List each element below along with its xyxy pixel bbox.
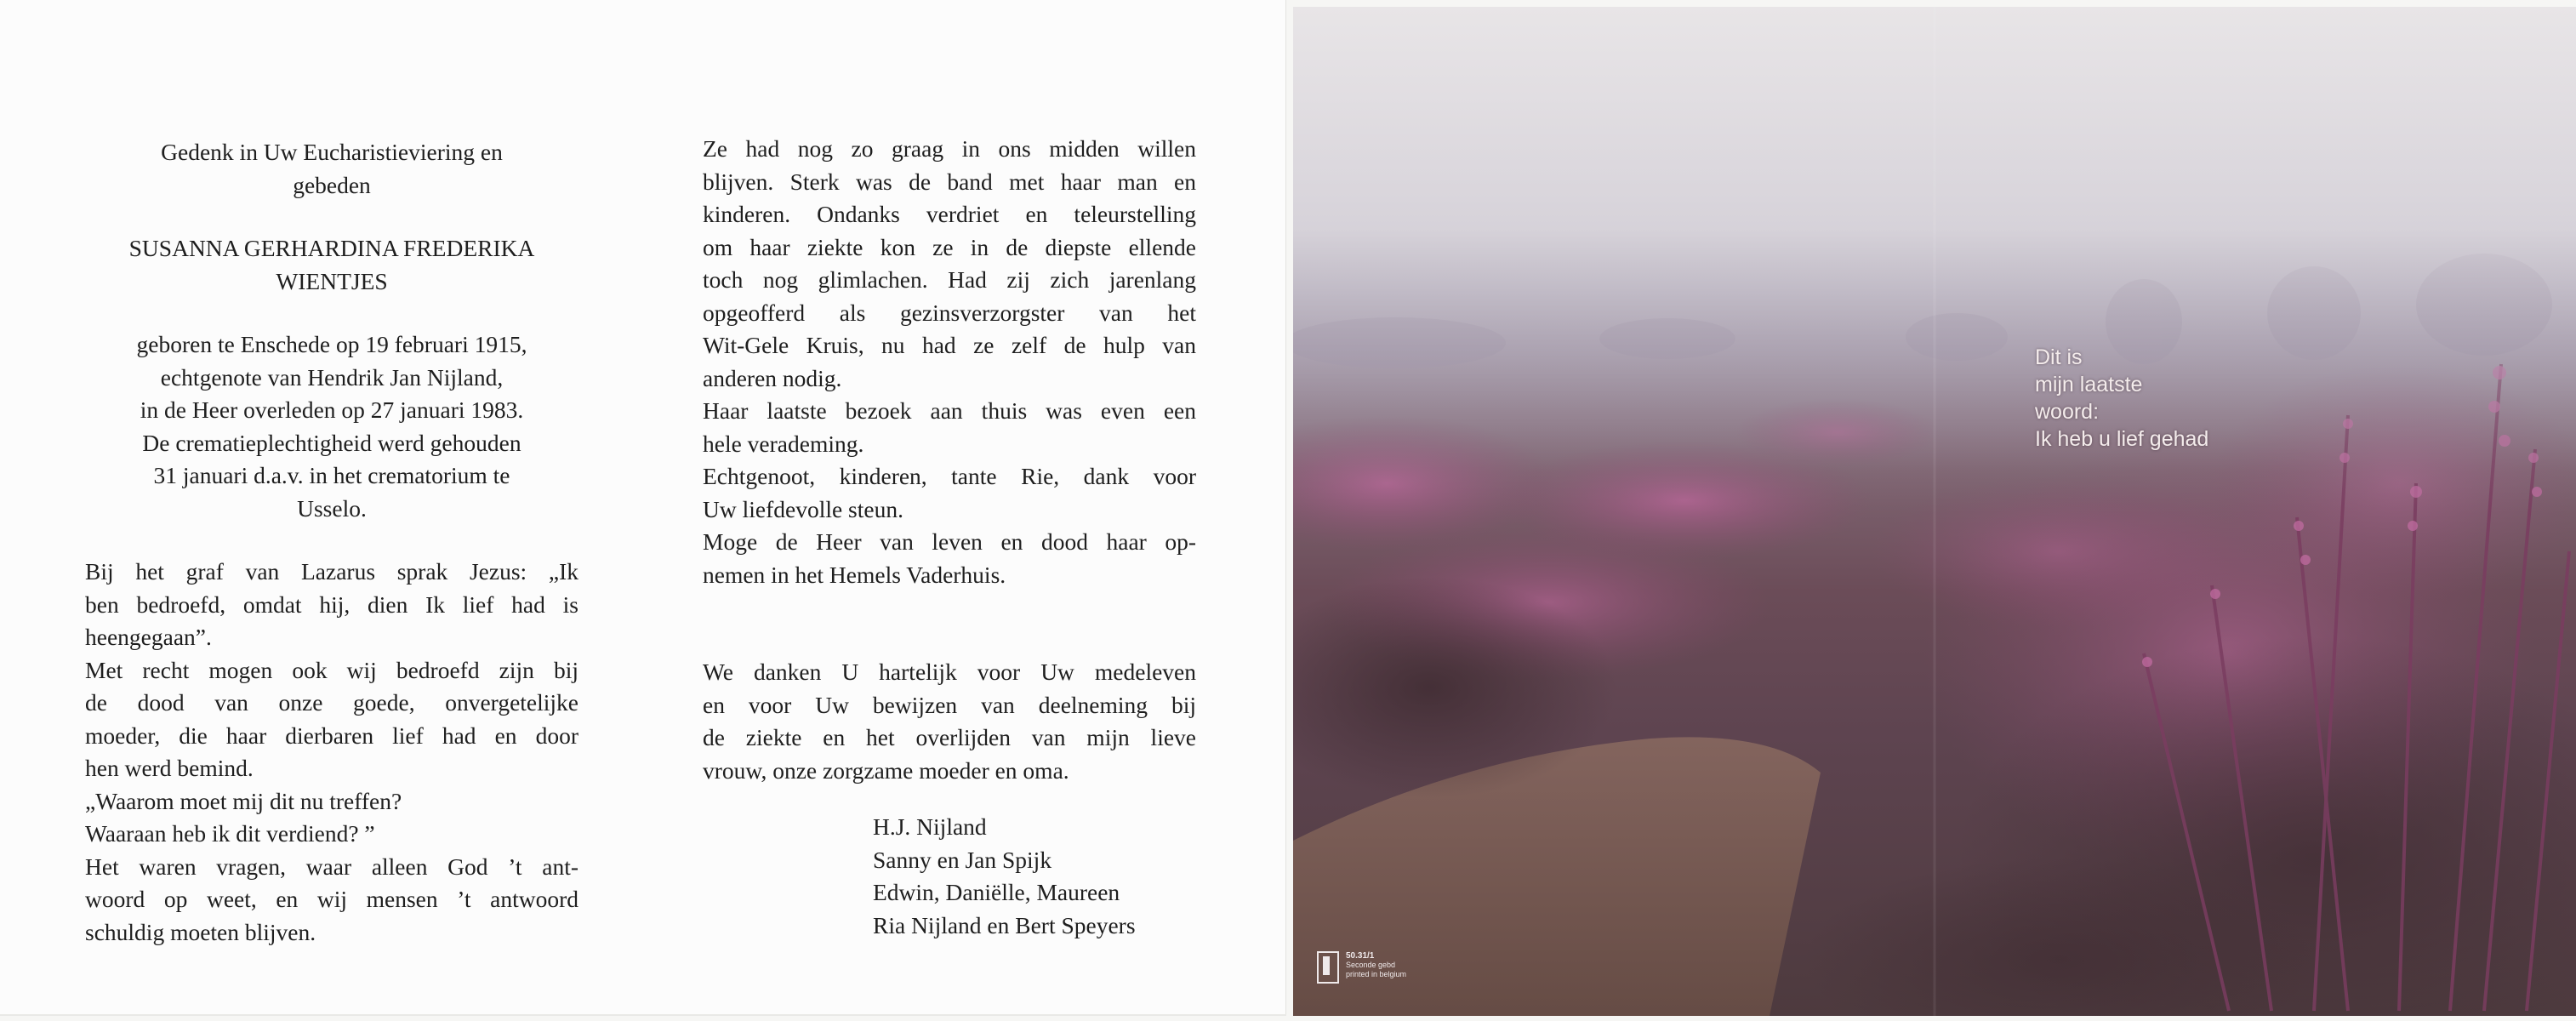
thanks-text xyxy=(703,656,1196,787)
reflection-line: hen werd bemind. xyxy=(85,755,254,781)
reflection-line: Met recht mogen ook wij bedroefd zijn bij xyxy=(85,656,578,683)
details-line: Usselo. xyxy=(297,494,367,522)
thanks-line: vrouw, onze zorgzame moeder en oma. xyxy=(703,756,1069,784)
memories-line: Ze had nog zo graag in ons midden willen xyxy=(703,135,1196,162)
signature-line: Ria Nijland en Bert Speyers xyxy=(873,911,1136,938)
reflection-line: woord op weet, en wij mensen ’t antwoord xyxy=(85,886,578,912)
cover-verse xyxy=(2035,344,2208,453)
heather-landscape-illustration xyxy=(1293,7,2576,1016)
publisher-imprint xyxy=(1317,951,1406,984)
details-line: in de Heer overleden op 27 januari 1983. xyxy=(140,396,524,423)
publisher-logo-icon xyxy=(1317,951,1339,984)
reflection-line: heengegaan”. xyxy=(85,624,212,650)
reflection-line: Bij het graf van Lazarus sprak Jezus: „Ik xyxy=(85,558,578,585)
memories-line: Wit-Gele Kruis, nu had ze zelf de hulp van xyxy=(703,332,1196,358)
signature-line: H.J. Nijland xyxy=(873,813,987,840)
intro xyxy=(85,136,578,202)
memorial-card-inner-pages xyxy=(0,0,1286,1014)
memories-line: blijven. Sterk was de band met haar man en xyxy=(703,168,1196,195)
verse-line: woord: xyxy=(2035,400,2100,424)
memories-line: Uw liefdevolle steun. xyxy=(703,495,903,522)
signatures xyxy=(873,811,1196,942)
reflection-line: de dood van onze goede, onvergetelijke xyxy=(85,689,578,716)
memories-line: kinderen. Ondanks verdriet en teleurstelling xyxy=(703,201,1196,227)
memories-line: opgeofferd als gezinsverzorgster van het xyxy=(703,299,1196,326)
imprint-line: Seconde gebd xyxy=(1346,961,1396,969)
memories-line: Echtgenoot, kinderen, tante Rie, dank voor xyxy=(703,463,1196,489)
details-line: echtgenote van Hendrik Jan Nijland, xyxy=(160,363,504,391)
reflection-line: ben bedroefd, omdat hij, dien Ik lief had is xyxy=(85,590,578,618)
memories-line: Moge de Heer van leven en dood haar op- xyxy=(703,528,1196,555)
details-line: De crematieplechtigheid werd gehouden xyxy=(142,429,521,456)
reflection-line: schuldig moeten blijven. xyxy=(85,918,316,945)
memories-line: toch nog glimlachen. Had zij zich jarenlang xyxy=(703,266,1196,293)
name-line: SUSANNA GERHARDINA FREDERIKA xyxy=(128,235,535,261)
intro-line: Gedenk in Uw Eucharistieviering en xyxy=(161,139,503,165)
imprint-code: 50.31/1 xyxy=(1346,951,1375,961)
details-line: 31 januari d.a.v. in het crematorium te xyxy=(153,462,510,488)
imprint-line: printed in belgium xyxy=(1346,970,1407,978)
memories-text xyxy=(703,133,1196,591)
life-details xyxy=(85,328,578,525)
memories-line: nemen in het Hemels Vaderhuis. xyxy=(703,561,1006,588)
signature-line: Edwin, Daniëlle, Maureen xyxy=(873,879,1120,905)
reflection-line: moeder, die haar dierbaren lief had en door xyxy=(85,722,578,749)
verse-line: Dit is xyxy=(2035,345,2083,369)
cover-photo-heather-landscape xyxy=(1293,7,2576,1016)
left-page xyxy=(85,136,578,949)
thanks-line: en voor Uw bewijzen van deelneming bij xyxy=(703,691,1196,718)
thanks-line: We danken U hartelijk voor Uw medeleven xyxy=(703,659,1196,685)
memories-line: hele verademing. xyxy=(703,430,864,457)
memories-line: Haar laatste bezoek aan thuis was even een xyxy=(703,397,1196,424)
signature-line: Sanny en Jan Spijk xyxy=(873,846,1052,873)
reflection-text xyxy=(85,556,578,949)
right-page xyxy=(703,133,1196,942)
details-line: geboren te Enschede op 19 februari 1915, xyxy=(136,331,527,357)
name-line: WIENTJES xyxy=(276,267,388,294)
verse-line: mijn laatste xyxy=(2035,373,2143,396)
intro-line: gebeden xyxy=(293,171,371,198)
imprint-text xyxy=(1346,951,1406,979)
deceased-name xyxy=(85,232,578,298)
memories-line: om haar ziekte kon ze in de diepste ellende xyxy=(703,233,1196,260)
reflection-line: Waaraan heb ik dit verdiend? ” xyxy=(85,820,375,847)
memories-line: anderen nodig. xyxy=(703,364,842,391)
reflection-line: Het waren vragen, waar alleen God ’t ant- xyxy=(85,853,578,880)
thanks-line: de ziekte en het overlijden van mijn lieve xyxy=(703,724,1196,750)
verse-line: Ik heb u lief gehad xyxy=(2035,427,2209,451)
reflection-line: „Waarom moet mij dit nu treffen? xyxy=(85,787,402,814)
